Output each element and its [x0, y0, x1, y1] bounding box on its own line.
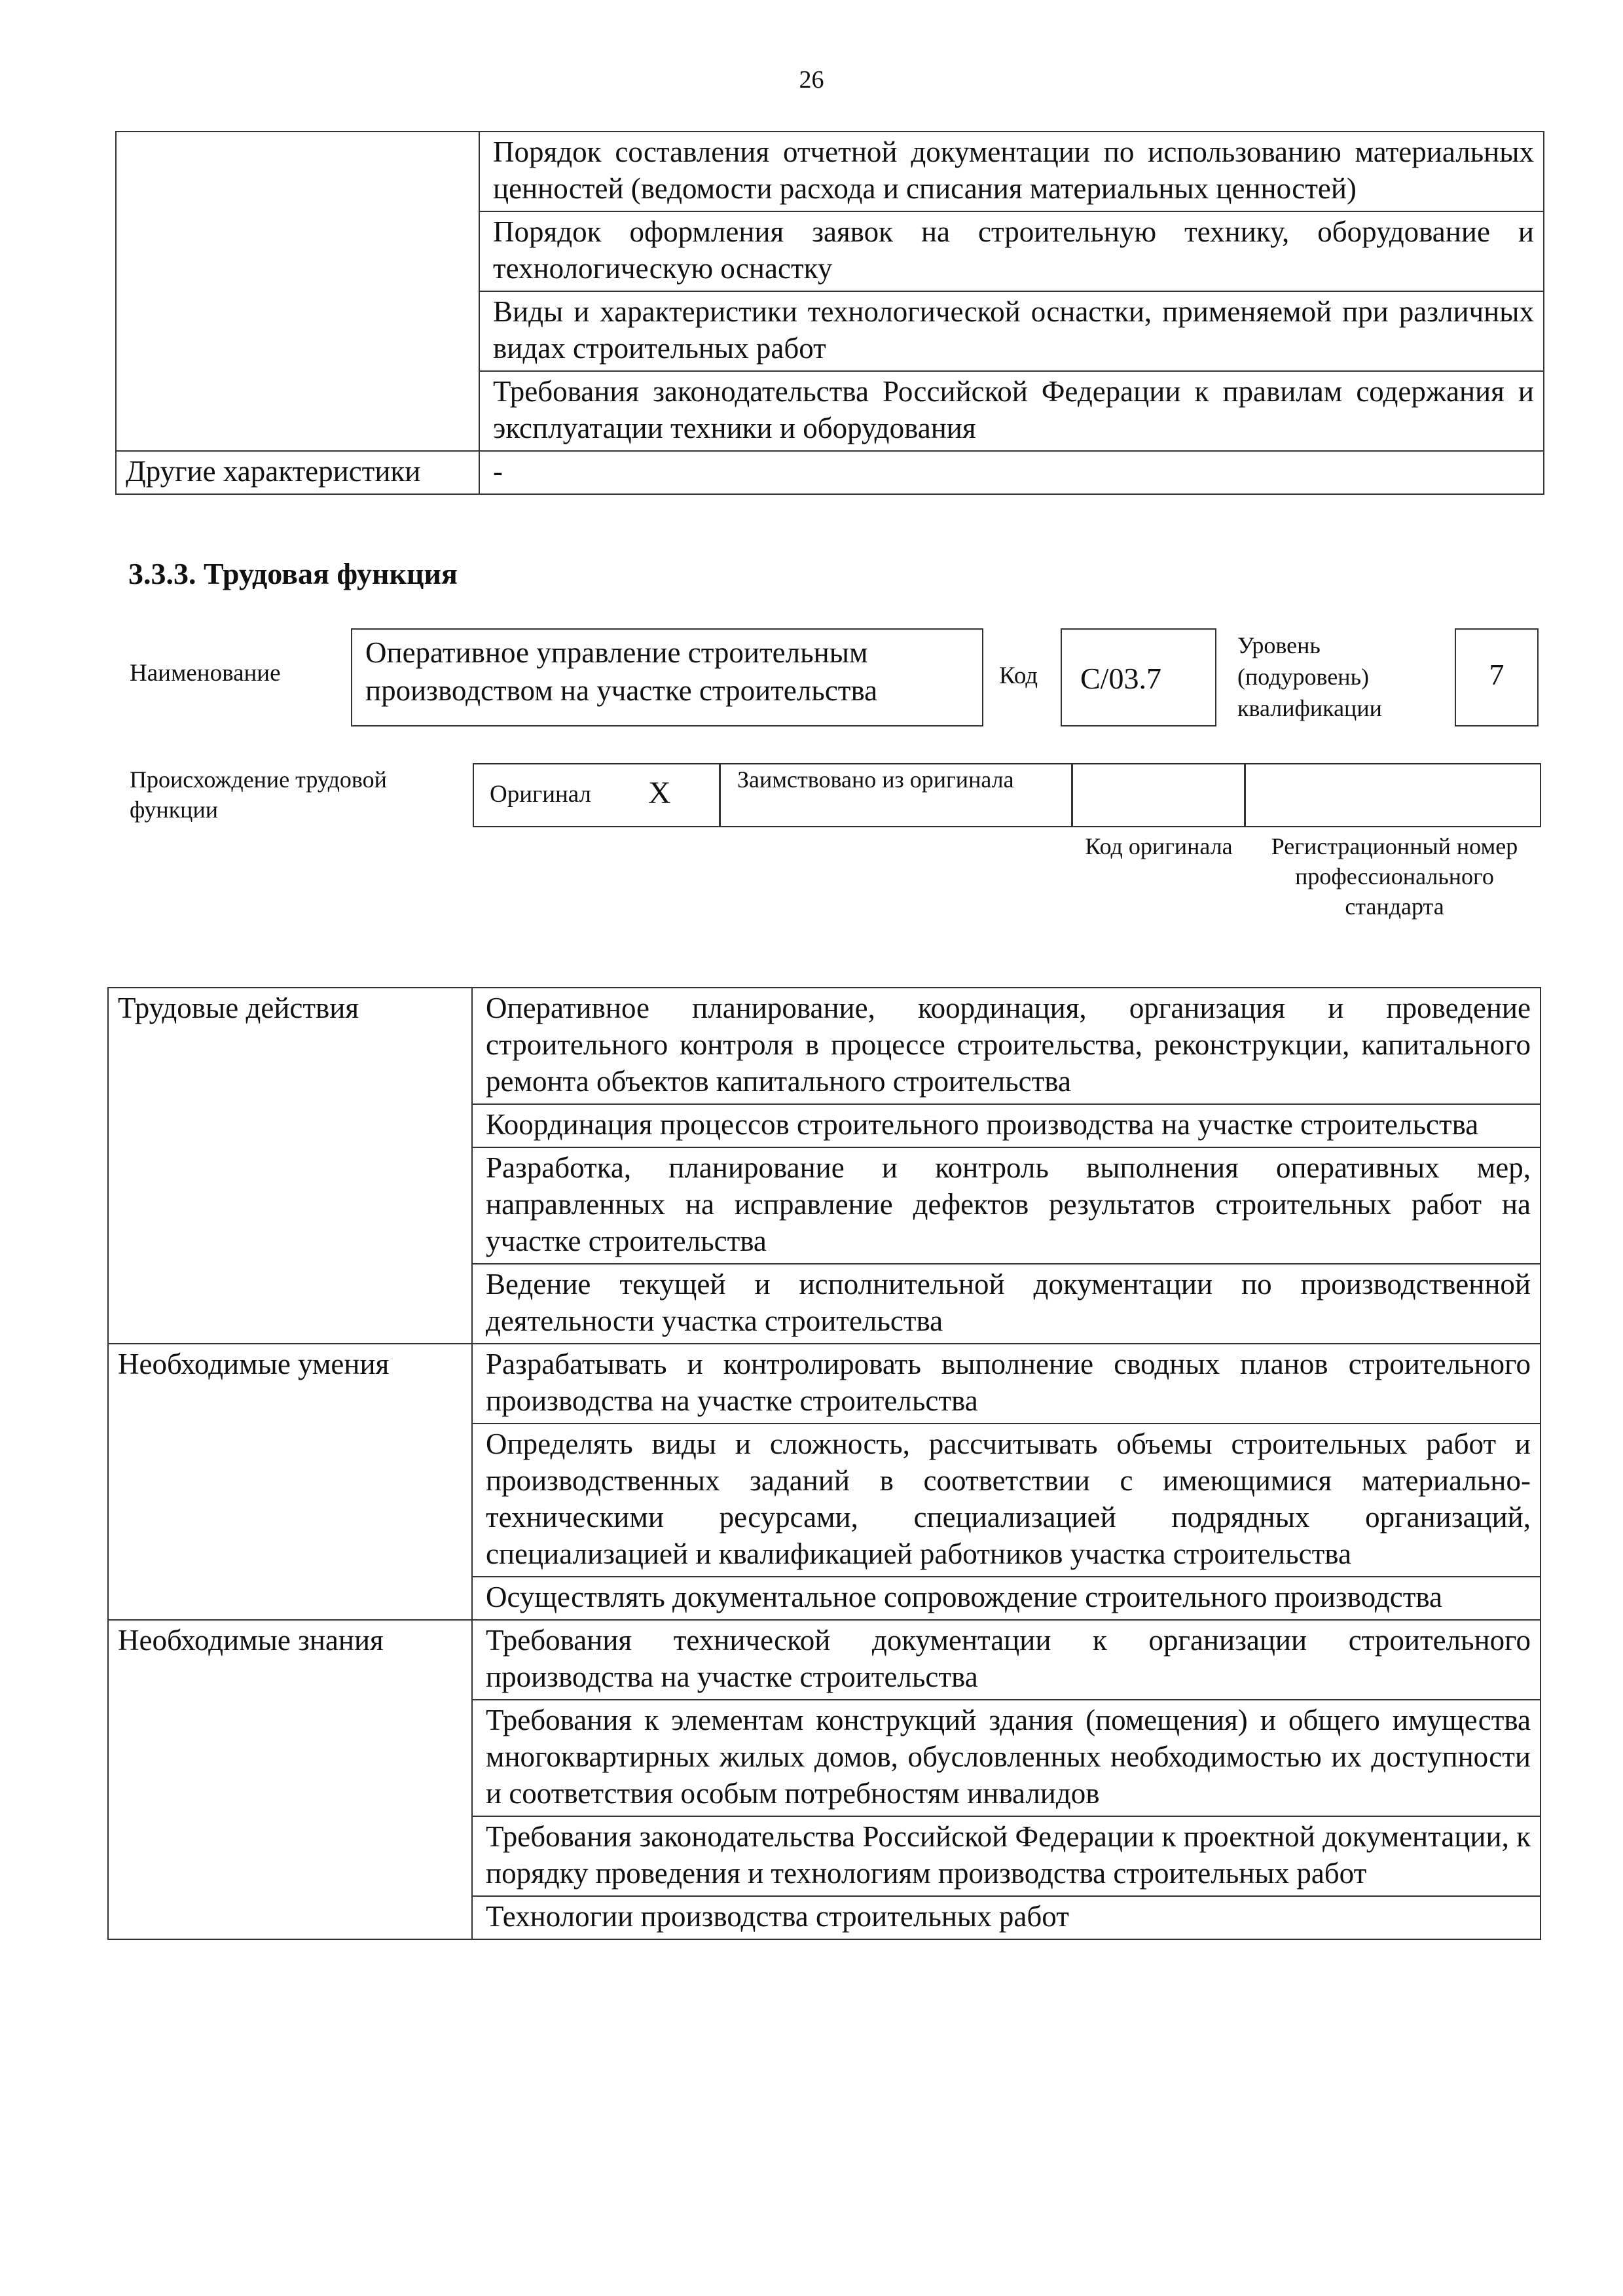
action-item: Ведение текущей и исполнительной документации по производственной деятельности участка строительства — [472, 1264, 1541, 1344]
code-label: Код — [999, 662, 1038, 689]
knowledge-item: Виды и характеристики технологической оснастки, применяемой при различных видах строительных работ — [479, 291, 1544, 371]
action-item: Координация процессов строительного производства на участке строительства — [472, 1104, 1541, 1147]
level-label: Уровень (подуровень) квалификации — [1237, 632, 1382, 721]
function-name-value: Оперативное управление строительным производством на участке строительства — [365, 636, 878, 707]
code-value: С/03.7 — [1080, 662, 1161, 695]
origin-divider — [1244, 763, 1246, 827]
original-mark: X — [648, 776, 671, 810]
labor-function-table — [107, 987, 1541, 1940]
knowledge-item: Порядок оформления заявок на строительную технику, оборудование и технологическую оснастку — [479, 211, 1544, 291]
skill-item: Определять виды и сложность, рассчитывать объемы строительных работ и производственных заданий в соответствии с имеющимися материально-техническими ресурсами, специализацией подрядных организаций, специализацией и квалификацией работников участка строительства — [472, 1424, 1541, 1577]
section-title: 3.3.3. Трудовая функция — [128, 557, 458, 590]
skill-item: Осуществлять документальное сопровождение строительного производства — [472, 1577, 1541, 1620]
knowledge-item: Требования к элементам конструкций здания (помещения) и общего имущества многоквартирных жилых домов, обусловленных необходимостью их доступности и соответствия особым потребностям инвалидов — [472, 1700, 1541, 1816]
level-value: 7 — [1489, 658, 1504, 691]
reg-number-caption: Регистрационный номер профессионального стандарта — [1271, 833, 1518, 920]
origin-label: Происхождение трудовой функции — [130, 766, 387, 823]
knowledge-item: Требования законодательства Российской Федерации к проектной документации, к порядку проведения и технологиям производства строительных работ — [472, 1816, 1541, 1896]
group-label-knowledge: Необходимые знания — [108, 1620, 472, 1939]
knowledge-table-continued — [115, 131, 1544, 495]
group-label-actions: Трудовые действия — [108, 988, 472, 1344]
borrowed-label: Заимствовано из оригинала — [737, 766, 1014, 793]
knowledge-item: Технологии производства строительных работ — [472, 1896, 1541, 1939]
level-box — [1455, 628, 1539, 726]
other-characteristics-value: - — [479, 451, 1544, 494]
original-label: Оригинал — [490, 781, 592, 808]
knowledge-item: Требования законодательства Российской Федерации к правилам содержания и эксплуатации техники и оборудования — [479, 371, 1544, 451]
origin-divider — [719, 763, 721, 827]
other-characteristics-label: Другие характеристики — [116, 451, 479, 494]
action-item: Разработка, планирование и контроль выполнения оперативных мер, направленных на исправление дефектов результатов строительных работ на участке строительства — [472, 1147, 1541, 1264]
empty-label-cell — [116, 132, 479, 451]
function-name-box — [351, 628, 983, 726]
skill-item: Разрабатывать и контролировать выполнение сводных планов строительного производства на участке строительства — [472, 1344, 1541, 1424]
knowledge-item: Требования технической документации к организации строительного производства на участке строительства — [472, 1620, 1541, 1700]
action-item: Оперативное планирование, координация, организация и проведение строительного контроля в процессе строительства, реконструкции, капитального ремонта объектов капитального строительства — [472, 988, 1541, 1104]
code-box — [1061, 628, 1216, 726]
group-label-skills: Необходимые умения — [108, 1344, 472, 1620]
origin-divider — [1071, 763, 1073, 827]
knowledge-item: Порядок составления отчетной документации по использованию материальных ценностей (ведомости расхода и списания материальных ценностей) — [479, 132, 1544, 211]
origin-code-caption: Код оригинала — [1085, 833, 1233, 859]
page-number: 26 — [799, 66, 824, 94]
name-label: Наименование — [130, 660, 281, 687]
